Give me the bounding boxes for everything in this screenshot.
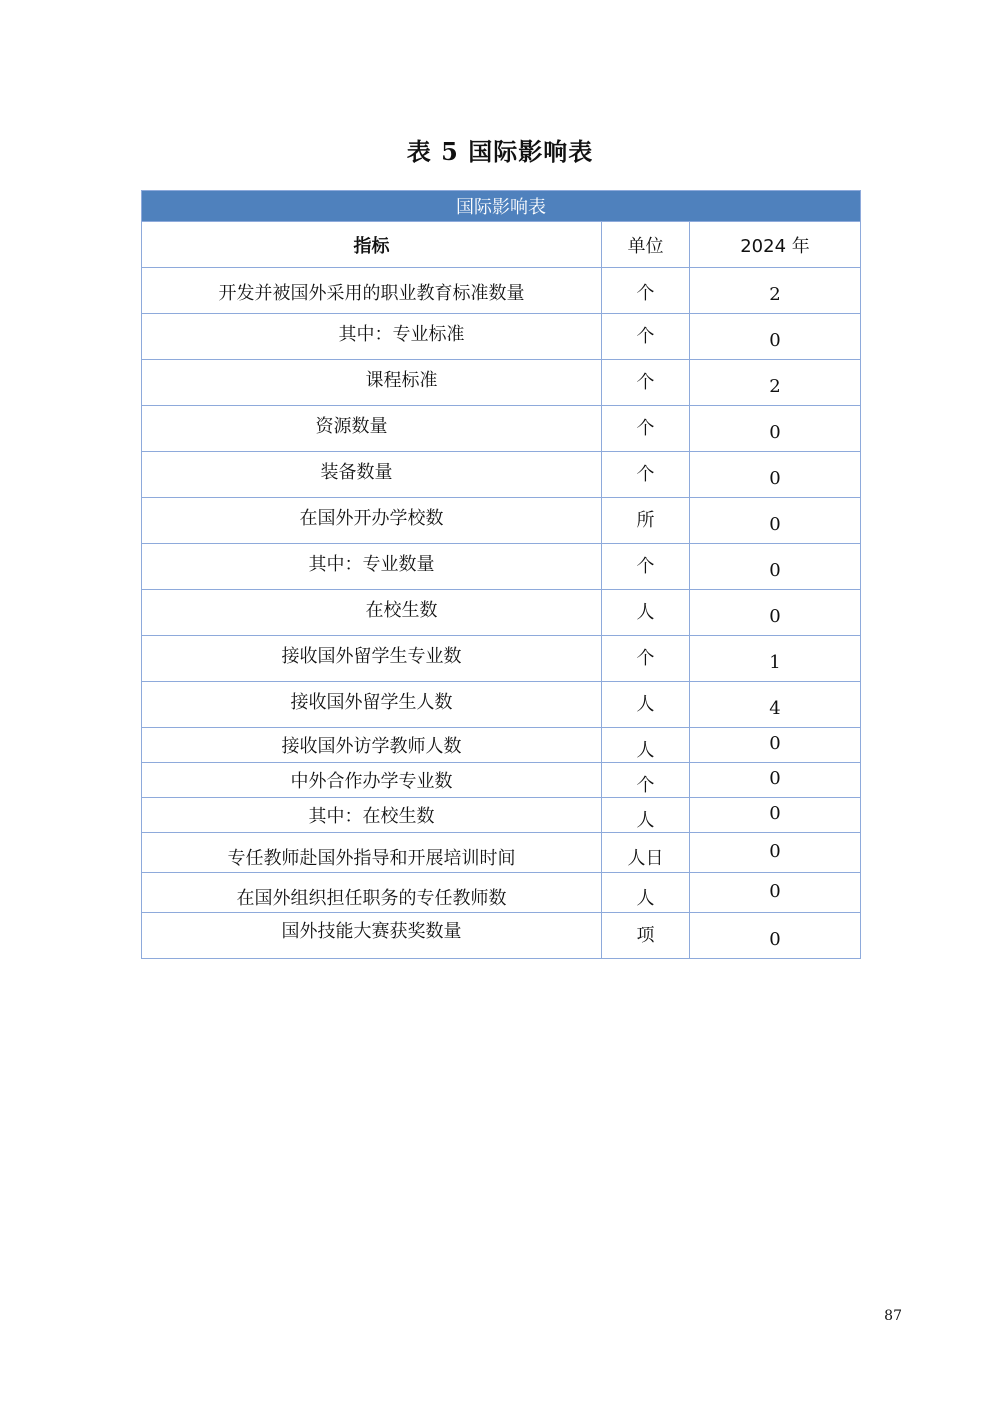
table-row [142,498,861,544]
indicator-cell: 资源数量 [142,406,602,452]
value-cell: 0 [690,763,861,798]
indicator-cell: 课程标准 [142,360,602,406]
unit-cell: 人 [602,590,690,636]
unit-cell: 人 [602,728,690,763]
table-row [142,360,861,406]
table-row [142,833,861,873]
indicator-cell: 装备数量 [142,452,602,498]
unit-cell: 项 [602,913,690,959]
page-number: 87 [884,1308,902,1324]
unit-cell: 人 [602,682,690,728]
indicator-cell: 开发并被国外采用的职业教育标准数量 [142,268,602,314]
indicator-cell: 国外技能大赛获奖数量 [142,913,602,959]
table-banner-row [142,191,861,222]
indicator-cell: 其中：专业数量 [142,544,602,590]
table-row [142,636,861,682]
table-row [142,873,861,913]
table-row [142,544,861,590]
value-cell: 0 [690,452,861,498]
unit-cell: 个 [602,406,690,452]
value-cell: 0 [690,873,861,913]
value-cell: 0 [690,544,861,590]
indicator-cell: 其中：专业标准 [142,314,602,360]
unit-cell: 个 [602,763,690,798]
indicator-cell: 在校生数 [142,590,602,636]
value-cell: 0 [690,833,861,873]
document-title: 表 5 国际影响表 [406,137,594,166]
indicator-cell: 在国外开办学校数 [142,498,602,544]
international-impact-table [141,190,861,959]
table-row [142,590,861,636]
indicator-cell: 在国外组织担任职务的专任教师数 [142,873,602,913]
unit-cell: 人日 [602,833,690,873]
table-row [142,406,861,452]
value-cell: 0 [690,590,861,636]
table-row [142,913,861,959]
unit-cell: 个 [602,268,690,314]
table-row [142,798,861,833]
table-row [142,268,861,314]
table-header-row [142,222,861,268]
header-year: 2024 年 [690,222,861,268]
unit-cell: 个 [602,314,690,360]
table-row [142,763,861,798]
unit-cell: 人 [602,798,690,833]
indicator-cell: 中外合作办学专业数 [142,763,602,798]
indicator-cell: 其中：在校生数 [142,798,602,833]
table-banner: 国际影响表 [142,191,861,222]
table-row [142,452,861,498]
value-cell: 2 [690,360,861,406]
unit-cell: 个 [602,452,690,498]
value-cell: 0 [690,314,861,360]
value-cell: 0 [690,913,861,959]
indicator-cell: 接收国外访学教师人数 [142,728,602,763]
indicator-cell: 接收国外留学生专业数 [142,636,602,682]
table-row [142,728,861,763]
header-indicator: 指标 [142,222,602,268]
unit-cell: 所 [602,498,690,544]
value-cell: 0 [690,798,861,833]
unit-cell: 个 [602,544,690,590]
value-cell: 4 [690,682,861,728]
unit-cell: 个 [602,360,690,406]
value-cell: 2 [690,268,861,314]
unit-cell: 人 [602,873,690,913]
unit-cell: 个 [602,636,690,682]
value-cell: 0 [690,498,861,544]
header-unit: 单位 [602,222,690,268]
value-cell: 0 [690,406,861,452]
value-cell: 1 [690,636,861,682]
table-row [142,314,861,360]
indicator-cell: 接收国外留学生人数 [142,682,602,728]
indicator-cell: 专任教师赴国外指导和开展培训时间 [142,833,602,873]
value-cell: 0 [690,728,861,763]
table-row [142,682,861,728]
